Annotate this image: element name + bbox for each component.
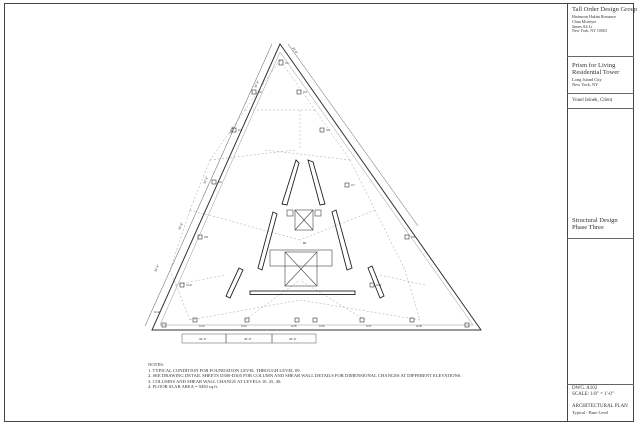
column bbox=[295, 318, 299, 322]
column-label: C9 bbox=[411, 235, 415, 239]
column-label: C14 bbox=[241, 324, 247, 328]
title-block-divider bbox=[567, 56, 634, 57]
column bbox=[320, 128, 324, 132]
column bbox=[245, 318, 249, 322]
column-label: C16 bbox=[319, 324, 325, 328]
bottom-dim-label: 34'-0" bbox=[199, 337, 207, 341]
drawing-number: DWG. A102 bbox=[572, 386, 598, 391]
core-label: B1 bbox=[303, 241, 307, 245]
central-core bbox=[270, 210, 332, 286]
general-notes bbox=[148, 362, 462, 390]
column-label: C8 bbox=[204, 235, 208, 239]
team-member: New York, NY 10003 bbox=[572, 28, 607, 34]
note-item: 2. SEE DRAWING DETAIL SHEETS D300-D305 FOR COLUMN AND SHEAR WALL DETAILS FOR DIMENSIONAL CHANGES AT DIFFERENT ELEVATIONS. bbox=[148, 373, 462, 379]
column bbox=[252, 90, 256, 94]
left-dim-label: 33'-6" bbox=[153, 263, 161, 273]
shear-wall-mid-right bbox=[332, 210, 352, 270]
column-label: C3 bbox=[303, 90, 307, 94]
left-dim-label: 33'-6" bbox=[253, 79, 261, 89]
drawing-scale: SCALE: 1/8" = 1'-0" bbox=[572, 392, 614, 397]
column bbox=[360, 318, 364, 322]
shear-wall-lower-right bbox=[368, 266, 384, 298]
columns bbox=[162, 60, 469, 327]
client-name: Yonel Ieinek, Client bbox=[572, 98, 613, 103]
column-label: C11 bbox=[376, 283, 382, 287]
bottom-dim-label: 34'-0" bbox=[289, 337, 297, 341]
column bbox=[212, 180, 216, 184]
team-member: James Ali Li bbox=[572, 23, 593, 29]
project-title-1: Prism for Living bbox=[572, 62, 616, 69]
project-location-2: New York, NY bbox=[572, 82, 599, 87]
title-block-divider bbox=[567, 93, 634, 94]
bottom-dim-label: 34'-0" bbox=[244, 337, 252, 341]
project-title-2: Residential Tower bbox=[572, 69, 620, 76]
drawing-level: Typical - Base Level bbox=[572, 410, 609, 415]
shear-wall-upper-left bbox=[282, 160, 299, 205]
shear-wall-upper-right bbox=[308, 160, 325, 205]
team-member: Hatimoon Hakim Romance bbox=[572, 14, 616, 19]
project-location-1: Long Island City bbox=[572, 77, 602, 82]
right-dim-label: 33'-6" bbox=[291, 46, 299, 55]
notes-heading: NOTES: bbox=[148, 362, 165, 367]
team-member: Chun Mcintyre bbox=[572, 18, 597, 24]
note-item: 1. TYPICAL CONDITION FOR FOUNDATION LEVEL THROUGH LEVEL 09. bbox=[148, 367, 301, 373]
column bbox=[370, 283, 374, 287]
column-label: C5 bbox=[326, 128, 330, 132]
column-label: C1 bbox=[285, 61, 289, 65]
shear-walls bbox=[226, 160, 384, 298]
firm-name: Tall Order Design Group bbox=[572, 6, 638, 13]
column bbox=[313, 318, 317, 322]
column-label: C10 bbox=[186, 283, 192, 287]
phase-line-2: Phase Three bbox=[572, 224, 604, 231]
note-item: 3. COLUMNS AND SHEAR WALL CHANGE AT LEVELS 10, 25, 40. bbox=[148, 378, 282, 384]
column-labels bbox=[154, 61, 422, 328]
column-label: C12 bbox=[154, 310, 160, 314]
note-item: 4. FLOOR SLAB AREA = 9450 sq.ft. bbox=[148, 384, 219, 390]
dimension-labels bbox=[153, 46, 299, 341]
title-block-divider bbox=[567, 108, 634, 109]
left-dim-label: 33'-6" bbox=[202, 175, 210, 185]
column-label: C4 bbox=[238, 128, 242, 132]
title-block-divider bbox=[567, 384, 634, 385]
right-dimension-line bbox=[288, 44, 418, 226]
column bbox=[345, 183, 349, 187]
left-dim-label: 33'-6" bbox=[228, 125, 236, 135]
column bbox=[297, 90, 301, 94]
column bbox=[180, 283, 184, 287]
slab-outline bbox=[152, 44, 481, 330]
column-label: C17 bbox=[366, 324, 372, 328]
shear-wall-mid-left bbox=[258, 212, 277, 270]
shear-wall-lower-left bbox=[226, 268, 243, 298]
column-label: C13 bbox=[199, 324, 205, 328]
column-label: C15 bbox=[291, 324, 297, 328]
left-dim-label: 33'-6" bbox=[177, 221, 185, 231]
firm-team bbox=[572, 15, 616, 34]
column bbox=[405, 235, 409, 239]
phase-line-1: Structural Design bbox=[572, 217, 618, 224]
shear-wall-bottom bbox=[250, 291, 355, 295]
drawing-type: ARCHITECTURAL PLAN bbox=[572, 404, 628, 409]
column-label: C2 bbox=[258, 90, 262, 94]
title-block-divider bbox=[567, 238, 634, 239]
column-label: C6 bbox=[218, 180, 222, 184]
grid-lines bbox=[170, 60, 425, 320]
column-label: C18 bbox=[416, 324, 422, 328]
column-label: C7 bbox=[351, 183, 355, 187]
column bbox=[193, 318, 197, 322]
